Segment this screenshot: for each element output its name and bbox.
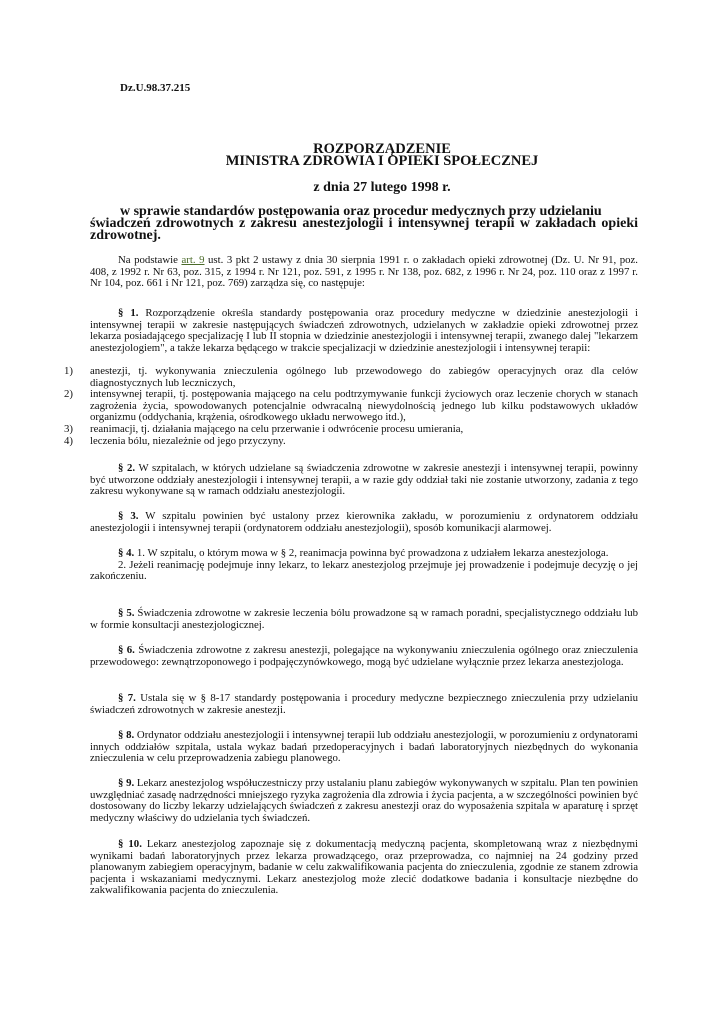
section-10	[90, 839, 638, 897]
list-item	[64, 436, 638, 448]
section-text-2: 2. Jeżeli reanimację podejmuje inny lekarz, to lekarz anestezjolog przejmuje jej prowadzenie i podejmuje decyzję o jej zakończeniu.	[90, 558, 638, 583]
section-5	[90, 608, 638, 631]
section-text: W szpitalu powinien być ustalony przez kierownika zakładu, w porozumieniu z ordynatorem oddziału anestezjologii i intensywnej terapii (ordynatorem oddziału anestezjologii), sposób komunikacji alarmowej.	[90, 510, 638, 534]
list-number: 1)	[64, 365, 73, 377]
section-label: § 6.	[118, 644, 135, 656]
subject-line-1: w sprawie standardów postępowania oraz procedur medycznych przy udzielaniu	[120, 204, 602, 219]
section-1	[90, 308, 638, 354]
section-text: Ustala się w § 8-17 standardy postępowania i procedury medyczne bezpiecznego znieczulenia przy udzielaniu świadczeń zdrowotnych w zakresie anestezji.	[90, 692, 638, 716]
preamble-text-cont: ust. 3 pkt 2 ustawy z dnia 30 sierpnia 1991 r. o zakładach opieki zdrowotnej (Dz. U. Nr 91, poz. 408, z 1992 r. Nr 63, poz. 315, z 1994 r. Nr 121, poz. 591, z 1995 r. Nr 138, poz. 682, z 1996 r. Nr 24, poz. 110 oraz z 1997 r. Nr 104, poz. 661 i Nr 121, poz. 769) zarządza się, co następuje:	[90, 254, 638, 290]
list-number: 3)	[64, 422, 73, 435]
section-2	[90, 463, 638, 498]
section-1-list	[64, 366, 638, 447]
section-label: § 5.	[118, 607, 135, 619]
section-7	[90, 693, 638, 716]
section-text: Lekarz anestezjolog współuczestniczy przy ustalaniu planu zabiegów wykonywanych w szpitalu. Plan ten powinien uwzględniać zasadę nadrzędności mniejszego ryzyka zagrożenia dla zdrowia i życia pacjenta, a w szczególności powinien być dostosowany do liczby lekarzy udzielających świadczeń z zakresu anestezji oraz do wyposażenia szpitala w aparaturę i sprzęt medyczny właściwy do udzielania tych świadczeń.	[90, 777, 638, 824]
preamble	[90, 255, 638, 290]
section-label: § 7.	[118, 692, 136, 704]
section-label: § 9.	[118, 777, 135, 789]
section-text: 1. W szpitalu, o którym mowa w § 2, reanimacja powinna być prowadzona z udziałem lekarza anestezjologa.	[134, 547, 609, 559]
section-text: W szpitalach, w których udzielane są świadczenia zdrowotne w zakresie anestezji i intensywnej terapii, powinny być utworzone oddziały anestezjologii i intensywnej terapii, a w razie gdy oddział taki nie zostanie utworzony, zadania z tego zakresu wykonywane są w ramach oddziału anestezjologii.	[90, 462, 638, 498]
document-date: z dnia 27 lutego 1998 r.	[313, 180, 451, 195]
section-label: § 8.	[118, 729, 135, 741]
document-title: ROZPORZĄDZENIE	[313, 141, 451, 157]
section-8	[90, 730, 638, 765]
section-label: § 2.	[118, 462, 136, 474]
document-id: Dz.U.98.37.215	[120, 82, 191, 94]
preamble-text: Na podstawie	[118, 254, 182, 266]
list-text: leczenia bólu, niezależnie od jego przyczyny.	[90, 434, 286, 447]
section-label: § 1.	[118, 307, 139, 319]
section-label: § 10.	[118, 838, 142, 850]
article-link[interactable]: art. 9	[181, 254, 205, 266]
section-text: Świadczenia zdrowotne z zakresu anestezji, polegające na wykonywaniu znieczulenia ogólnego oraz znieczulenia przewodowego: zewnątrzoponowego i podpajęczynówkowego, mogą być udzielane wyłącznie przez lekarza anestezjologa.	[90, 644, 638, 668]
list-text: anestezji, tj. wykonywania znieczulenia ogólnego lub przewodowego do zabiegów operacyjnych oraz dla celów diagnostycznych lub leczniczych,	[90, 365, 638, 389]
section-text: Rozporządzenie określa standardy postępowania oraz procedury medyczne w dziedzinie anestezjologii i intensywnej terapii w zakresie następujących świadczeń zdrowotnych, udzielanych w zakładzie opieki zdrowotnej przez lekarza posiadającego specjalizację I lub II stopnia w dziedzinie anestezjologii i intensywnej terapii, zwanego dalej "lekarzem anestezjologiem", a także lekarza będącego w trakcie specjalizacji w dziedzinie anestezjologii i intensywnej terapii:	[90, 307, 638, 354]
list-item	[64, 389, 638, 424]
section-9	[90, 778, 638, 824]
list-number: 4)	[64, 434, 73, 447]
section-4	[90, 548, 638, 583]
document-authority: MINISTRA ZDROWIA I OPIEKI SPOŁECZNEJ	[225, 153, 539, 169]
document-subject	[90, 206, 638, 242]
subject-line-rest: świadczeń zdrowotnych z zakresu anestezjologii i intensywnej terapii w zakładach opieki zdrowotnej.	[90, 216, 638, 243]
list-number: 2)	[64, 388, 73, 401]
section-text: Ordynator oddziału anestezjologii i intensywnej terapii lub oddziału anestezjologii, w porozumieniu z ordynatorami innych oddziałów szpitala, ustala wykaz badań przedoperacyjnych i badań laboratoryjnych niezbędnych do wykonania znieczulenia w celu przeprowadzenia zabiegu planowego.	[90, 729, 638, 765]
section-label: § 4.	[118, 547, 135, 559]
list-text: intensywnej terapii, tj. postępowania mającego na celu podtrzymywanie funkcji życiowych oraz leczenie chorych w stanach zagrożenia życia, spowodowanych potencjalnie odwracalną niewydolnością jednego lub kilku podstawowych układów organizmu (oddychania, krążenia, ośrodkowego układu nerwowego itd.),	[90, 388, 638, 424]
list-text: reanimacji, tj. działania mającego na celu przerwanie i odwrócenie procesu umierania,	[90, 422, 464, 435]
section-3	[90, 511, 638, 534]
section-label: § 3.	[118, 510, 139, 522]
section-6	[90, 645, 638, 668]
section-text: Świadczenia zdrowotne w zakresie leczenia bólu prowadzone są w ramach poradni, specjalistycznego oddziału lub w formie konsultacji anestezjologicznej.	[90, 607, 638, 631]
section-text: Lekarz anestezjolog zapoznaje się z dokumentacją medyczną pacjenta, skompletowaną wraz z niezbędnymi wynikami badań laboratoryjnych przez lekarza prowadzącego, oraz przeprowadza, co najmniej na 24 godziny przed planowanym zabiegiem operacyjnym, badanie w celu zakwalifikowania pacjenta do znieczulenia, zgodnie ze stanem zdrowia pacjenta i wskazaniami medycznymi. Lekarz anestezjolog może zlecić dodatkowe badania i konsultacje niezbędne do zakwalifikowania pacjenta do znieczulenia.	[90, 838, 638, 897]
list-item	[64, 366, 638, 389]
